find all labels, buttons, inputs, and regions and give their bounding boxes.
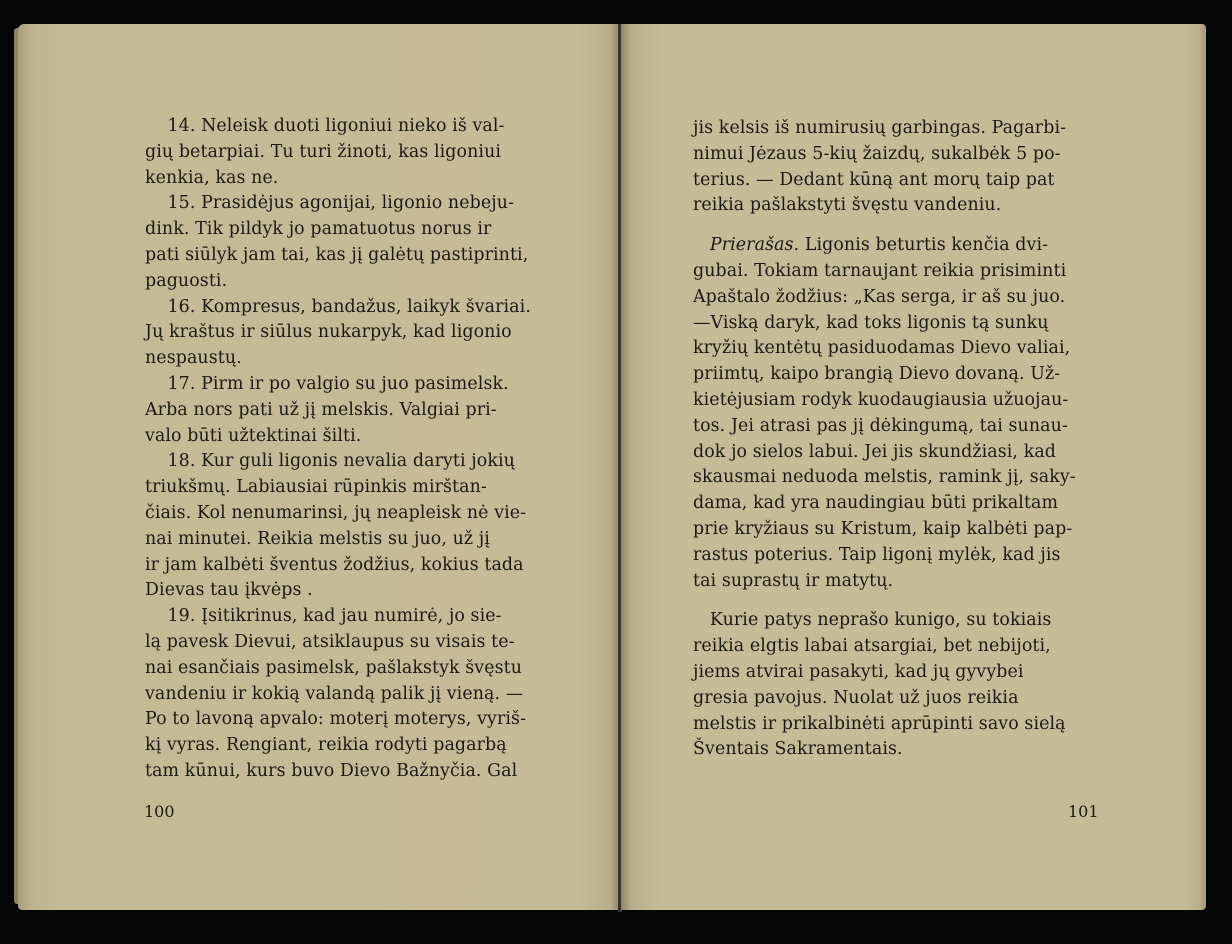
text-line: kį vyras. Rengiant, reikia rodyti pagarbą bbox=[145, 735, 507, 756]
left-page bbox=[18, 24, 619, 910]
text-line: nai esančiais pasimelsk, pašlakstyk švęstu bbox=[145, 657, 523, 678]
text-line: —Viską daryk, kad toks ligonis tą sunkų bbox=[693, 312, 1049, 333]
left-page-text bbox=[145, 114, 551, 785]
text-line: 15. Prasidėjus agonijai, ligonio nebeju- bbox=[145, 193, 515, 214]
page-number-right: 101 bbox=[1068, 802, 1099, 821]
text-line bbox=[693, 233, 1093, 259]
text-line: terius. — Dedant kūną ant morų taip pat bbox=[693, 169, 1055, 190]
text-line: valo būti užtektinai šilti. bbox=[145, 425, 362, 446]
note-text: Ligonis beturtis kenčia dvi- bbox=[799, 235, 1049, 256]
paragraph-closing bbox=[693, 608, 1093, 763]
text-line: pati siūlyk jam tai, kas jį galėtų pastiprinti, bbox=[145, 244, 529, 265]
text-line: dink. Tik pildyk jo pamatuotus norus ir bbox=[145, 219, 492, 240]
text-line: Po to lavoną apvalo: moterį moterys, vyriš- bbox=[145, 709, 527, 730]
text-line: čiais. Kol nenumarinsi, jų neapleisk nė vie- bbox=[145, 502, 527, 523]
text-line: kenkia, kas ne. bbox=[145, 167, 279, 188]
text-line: Dievas tau įkvėps . bbox=[145, 580, 313, 601]
paragraph-continuation bbox=[693, 116, 1093, 219]
text-line: Kurie patys neprašo kunigo, su tokiais bbox=[693, 610, 1052, 631]
text-line: skausmai neduoda melstis, ramink jį, saky- bbox=[693, 467, 1076, 488]
right-page-text bbox=[693, 116, 1093, 763]
text-line: kryžių kentėtų pasiduodamas Dievo valiai, bbox=[693, 338, 1071, 359]
open-book bbox=[18, 24, 1208, 912]
text-line: triukšmų. Labiausiai rūpinkis mirštan- bbox=[145, 477, 487, 498]
text-line: nimui Jėzaus 5-kių žaizdų, sukalbėk 5 po- bbox=[693, 143, 1061, 164]
text-line: nespaustų. bbox=[145, 348, 242, 369]
text-line: gubai. Tokiam tarnaujant reikia prisiminti bbox=[693, 260, 1067, 281]
paragraph-note bbox=[693, 233, 1093, 594]
text-line: priimtų, kaipo brangią Dievo dovaną. Už- bbox=[693, 364, 1061, 385]
text-line: tam kūnui, kurs buvo Dievo Bažnyčia. Gal bbox=[145, 760, 518, 781]
text-line: 19. Įsitikrinus, kad jau numirė, jo sie- bbox=[145, 606, 502, 627]
text-line: reikia pašlakstyti švęstu vandeniu. bbox=[693, 195, 1002, 216]
text-line: 17. Pirm ir po valgio su juo pasimelsk. bbox=[145, 373, 509, 394]
text-line: gių betarpiai. Tu turi žinoti, kas ligoniui bbox=[145, 141, 502, 162]
text-line: gresia pavojus. Nuolat už juos reikia bbox=[693, 687, 1019, 708]
text-line: vandeniu ir kokią valandą palik jį vieną. — bbox=[145, 683, 524, 704]
text-line: nai minutei. Reikia melstis su juo, už jį bbox=[145, 528, 490, 549]
text-line: dok jo sielos labui. Jei jis skundžiasi, kad bbox=[693, 441, 1057, 462]
text-line: paguosti. bbox=[145, 270, 228, 291]
text-line: lą pavesk Dievui, atsiklaupus su visais te- bbox=[145, 631, 515, 652]
text-line: Apaštalo žodžius: „Kas serga, ir aš su juo. bbox=[693, 286, 1066, 307]
text-line: Arba nors pati už jį melskis. Valgiai pri- bbox=[145, 399, 497, 420]
text-line: ir jam kalbėti šventus žodžius, kokius tada bbox=[145, 554, 524, 575]
text-line: 16. Kompresus, bandažus, laikyk švariai. bbox=[145, 296, 531, 317]
text-line: 14. Neleisk duoti ligoniui nieko iš val- bbox=[145, 116, 505, 136]
text-line: 18. Kur guli ligonis nevalia daryti jokių bbox=[145, 451, 515, 472]
text-line: rastus poterius. Taip ligonį mylėk, kad jis bbox=[693, 544, 1061, 565]
note-label: Prierašas. bbox=[709, 235, 800, 256]
text-line: kietėjusiam rodyk kuodaugiausia užuojau- bbox=[693, 389, 1069, 410]
right-page bbox=[621, 24, 1206, 910]
text-line: dama, kad yra naudingiau būti prikaltam bbox=[693, 493, 1059, 514]
text-line: Šventais Sakramentais. bbox=[693, 739, 903, 760]
text-line: tos. Jei atrasi pas jį dėkingumą, tai sunau- bbox=[693, 415, 1068, 436]
text-line: melstis ir prikalbinėti aprūpinti savo sielą bbox=[693, 713, 1066, 734]
text-line: tai suprastų ir matytų. bbox=[693, 570, 894, 591]
text-line: Jų kraštus ir siūlus nukarpyk, kad ligonio bbox=[145, 322, 512, 343]
text-line: jis kelsis iš numirusių garbingas. Pagarbi- bbox=[693, 118, 1067, 138]
page-number-left: 100 bbox=[144, 802, 175, 821]
text-line: prie kryžiaus su Kristum, kaip kalbėti pap- bbox=[693, 518, 1073, 539]
text-line: jiems atvirai pasakyti, kad jų gyvybei bbox=[693, 661, 1024, 682]
text-line: reikia elgtis labai atsargiai, bet nebijoti, bbox=[693, 636, 1051, 657]
